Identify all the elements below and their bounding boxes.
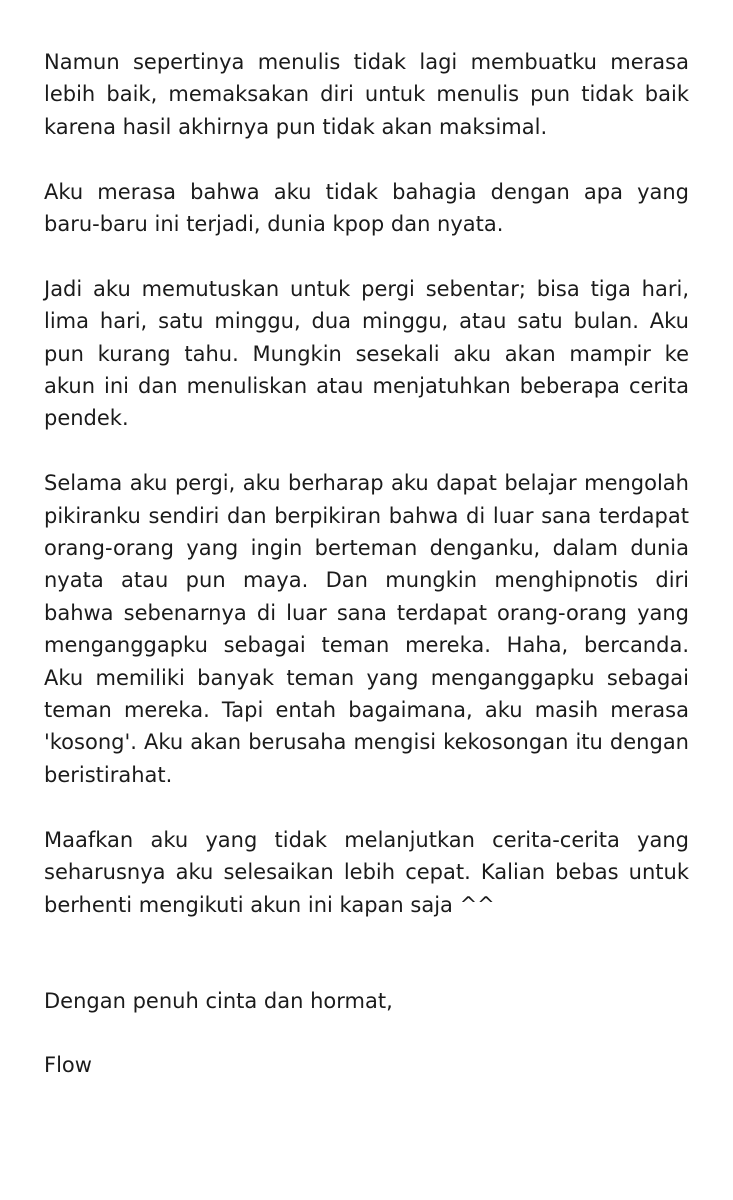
closing-salutation: Dengan penuh cinta dan hormat, [44,988,393,1013]
signature: Flow [44,1053,92,1078]
paragraph-3: Jadi aku memutuskan untuk pergi sebentar; bisa tiga hari, lima hari, satu minggu, dua minggu, atau satu bulan. Aku pun kurang tahu. Mungkin sesekali aku akan mampir ke akun ini dan menuliskan atau menjatuhkan beberapa cerita pendek. [44,276,689,431]
paragraph-1: Namun sepertinya menulis tidak lagi membuatku merasa lebih baik, memaksakan diri untuk menulis pun tidak baik karena hasil akhirnya pun tidak akan maksimal. [44,50,689,139]
paragraph-2: Aku merasa bahwa aku tidak bahagia dengan apa yang baru-baru ini terjadi, dunia kpop dan nyata. [44,179,689,237]
paragraph-4: Selama aku pergi, aku berharap aku dapat belajar mengolah pikiranku sendiri dan berpikiran bahwa di luar sana terdapat orang-orang yang ingin berteman denganku, dalam dunia nyata atau pun maya. Dan mungkin menghipnotis diri bahwa sebenarnya di luar sana terdapat orang-orang yang menganggapku sebagai teman mereka. Haha, bercanda. Aku memiliki banyak teman yang menganggapku sebagai teman mereka. Tapi entah bagaimana, aku masih merasa 'kosong'. Aku akan berusaha mengisi kekosongan itu dengan beristirahat. [44,471,689,787]
paragraph-5: Maafkan aku yang tidak melanjutkan cerita-cerita yang seharusnya aku selesaikan lebih cepat. Kalian bebas untuk berhenti mengikuti akun ini kapan saja ^^ [44,827,689,917]
